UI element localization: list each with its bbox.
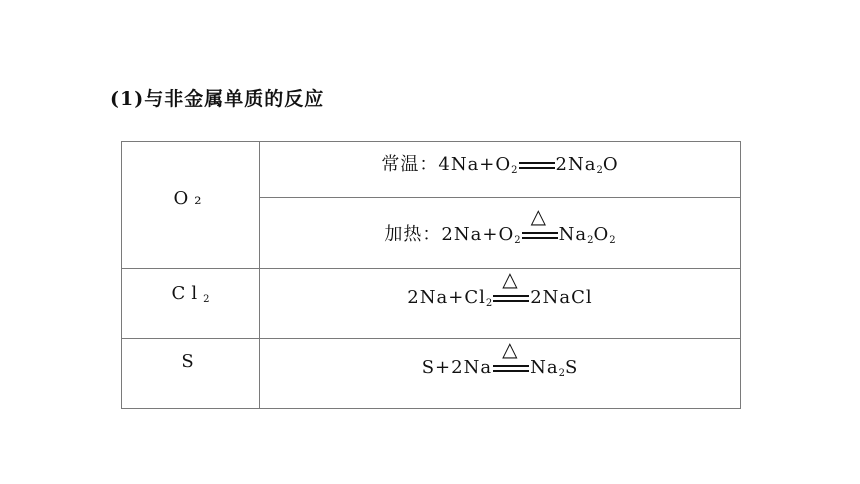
equation-cell-cl2 [260,269,741,339]
eq-part: O [593,224,610,245]
equation-s [421,337,579,379]
heating-equals-sign [493,337,529,375]
reagent-cl2-symbol: Cl [171,283,204,304]
equation-cell-s [260,339,741,409]
eq-part: S [564,357,579,378]
eq-part: 2Na+O [441,224,515,245]
subscript: 2 [587,235,594,246]
eq-part: 2NaCl [530,287,593,308]
eq-part: Na [530,357,559,378]
subscript: 2 [596,165,603,176]
equals-sign [519,158,555,172]
eq-part: Na [558,224,588,245]
heating-equals-sign [493,267,529,305]
subscript: 2 [558,368,565,379]
subscript: 2 [511,165,518,176]
table-row-s [122,339,741,409]
equation-cell-o2-heat [260,198,741,269]
reagent-s: S [181,351,200,372]
reaction-table [121,141,741,409]
heat-triangle-icon: △ [502,337,519,361]
eq-part: S+2Na [421,357,493,378]
equation-o2-heat [384,204,616,246]
subscript: 2 [203,294,210,305]
table-row-o2-normal [122,142,741,198]
reagent-cell-s [122,339,260,409]
table-row-cl2 [122,269,741,339]
eq-part: 2Na [555,154,597,175]
equation-o2-normal [381,150,618,176]
eq-part: 2Na+Cl [407,287,486,308]
reagent-o2: O₂ [173,187,208,209]
reagent-cell-o2 [122,142,260,269]
condition-label-normal: 常温： [381,154,439,175]
condition-label-heat: 加热： [384,224,442,245]
reagent-cl2 [172,283,210,304]
equation-cl2 [407,267,593,309]
reagent-cell-cl2 [122,269,260,339]
heating-equals-sign [522,204,558,242]
subscript: 2 [485,298,493,309]
equation-cell-o2-normal [260,142,741,198]
eq-part: O [602,154,619,175]
subscript: 2 [514,235,521,246]
heat-triangle-icon: △ [530,204,547,228]
eq-part: 4Na+O [438,154,512,175]
heat-triangle-icon: △ [502,267,519,291]
subscript: 2 [609,235,616,246]
section-heading: (1)与非金属单质的反应 [110,88,325,110]
